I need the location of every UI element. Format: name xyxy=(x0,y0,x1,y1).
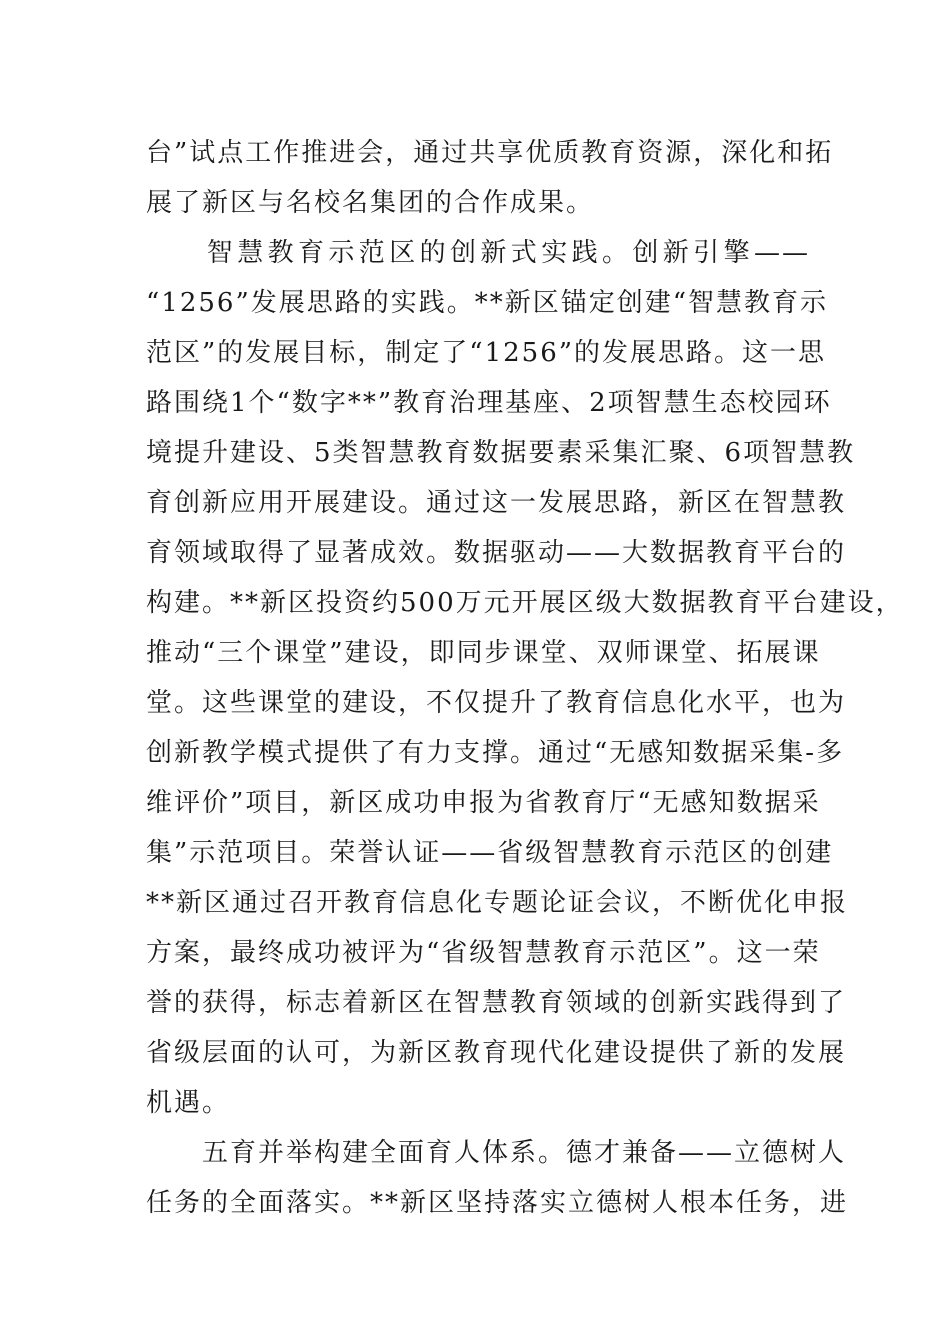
text-line: 任务的全面落实。**新区坚持落实立德树人根本任务，进 xyxy=(146,1188,849,1218)
text-line: 五育并举构建全面育人体系。德才兼备——立德树人 xyxy=(146,1138,847,1168)
text-line: 台”试点工作推进会，通过共享优质教育资源，深化和拓 xyxy=(146,138,834,168)
text-line: **新区通过召开教育信息化专题论证会议，不断优化申报 xyxy=(146,888,849,918)
text-line: 路围绕1个“数字**”教育治理基座、2项智慧生态校园环 xyxy=(146,388,832,418)
text-line: 集”示范项目。荣誉认证——省级智慧教育示范区的创建 xyxy=(146,838,834,868)
text-line: 机遇。 xyxy=(146,1088,231,1118)
text-line: 堂。这些课堂的建设，不仅提升了教育信息化水平，也为 xyxy=(146,688,847,718)
text-line: 推动“三个课堂”建设，即同步课堂、双师课堂、拓展课 xyxy=(146,638,821,668)
text-line: 方案，最终成功被评为“省级智慧教育示范区”。这一荣 xyxy=(146,938,821,968)
text-line: 誉的获得，标志着新区在智慧教育领域的创新实践得到了 xyxy=(146,988,847,1018)
text-line: 境提升建设、5类智慧教育数据要素采集汇聚、6项智慧教 xyxy=(146,438,856,468)
text-line: 构建。**新区投资约500万元开展区级大数据教育平台建设， xyxy=(146,588,904,618)
text-line: 育创新应用开展建设。通过这一发展思路，新区在智慧教 xyxy=(146,488,847,518)
text-line: 创新教学模式提供了有力支撑。通过“无感知数据采集-多 xyxy=(146,738,845,768)
text-line: 育领域取得了显著成效。数据驱动——大数据教育平台的 xyxy=(146,538,847,568)
text-line: 省级层面的认可，为新区教育现代化建设提供了新的发展 xyxy=(146,1038,847,1068)
text-line: “1256”发展思路的实践。**新区锚定创建“智慧教育示 xyxy=(146,288,829,318)
body-text xyxy=(146,128,904,1228)
text-line: 维评价”项目，新区成功申报为省教育厅“无感知数据采 xyxy=(146,788,821,818)
text-line: 展了新区与名校名集团的合作成果。 xyxy=(146,188,595,218)
text-line: 智慧教育示范区的创新式实践。创新引擎—— xyxy=(146,238,810,268)
text-line: 范区”的发展目标，制定了“1256”的发展思路。这一思 xyxy=(146,338,827,368)
